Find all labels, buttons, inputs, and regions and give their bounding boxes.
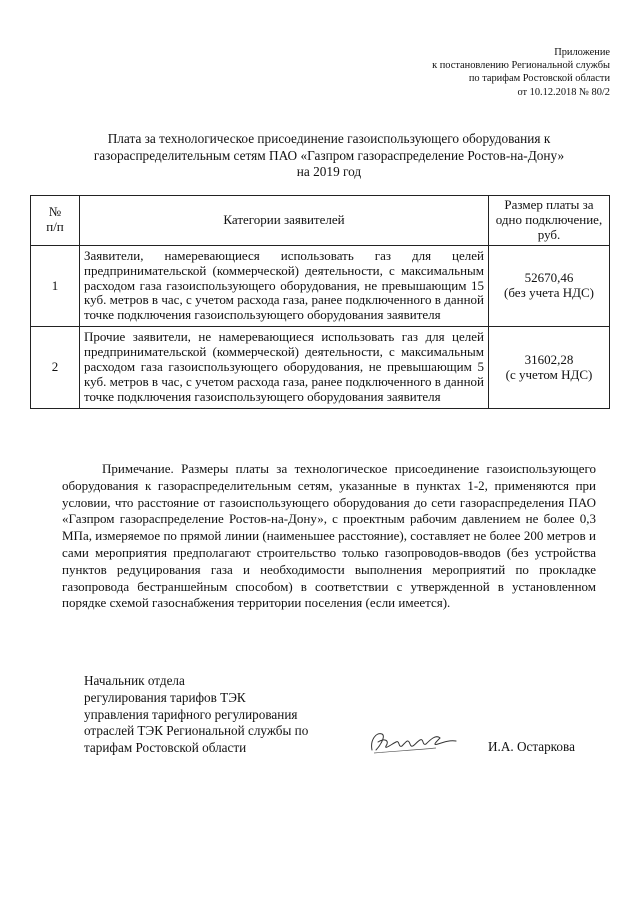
fee-value: 52670,46 (524, 270, 574, 286)
appendix-header (350, 46, 610, 99)
appendix-line: по тарифам Ростовской области (468, 73, 610, 85)
title-line: на 2019 год (296, 164, 362, 179)
appendix-line: от 10.12.2018 № 80/2 (517, 86, 610, 98)
signatory-line: управления тарифного регулирования (84, 706, 298, 722)
row-category: Заявители, намеревающиеся использовать газ для целей предпринимательской (коммерческой) деятельности, с максимальным расходом газа газоиспользующего оборудования, не превышающим 15 куб. метров в час, с учетом расхода газа, ранее подключенного в данной точке подключения газоиспользующего оборудования заявителя (80, 245, 489, 327)
table-header-row (31, 196, 610, 246)
signatory-line: отраслей ТЭК Региональной службы по (84, 723, 309, 739)
signatory-line: Начальник отдела (84, 673, 185, 688)
appendix-line: к постановлению Региональной службы (432, 60, 610, 72)
note-paragraph: Примечание. Размеры платы за технологическое присоединение газоиспользующего оборудования к газораспределительным сетям, указанные в пунктах 1-2, применяются при условии, что расстояние от газоиспользующего оборудования до сети газораспределения ПАО «Газпром газораспределение Ростов-на-Дону», с проектным рабочим давлением не более 0,3 МПа, измеряемое по прямой линии (наименьшее расстояние), составляет не более 200 метров и сами мероприятия предполагают строительство только газопроводов-вводов (без устройства пунктов редуцирования газа и необходимости выполнения мероприятий по прокладке газопровода бестраншейным способом) в соответствии с утвержденной в установленном порядке схемой газоснабжения территории поселения (если имеется). (62, 461, 596, 611)
row-category: Прочие заявители, не намеревающиеся использовать газ для целей предпринимательской (коммерческой) деятельности, с максимальным расходом газа газоиспользующего оборудования, не превышающим 5 куб. метров в час, с учетом расхода газа, ранее подключенного в данной точке подключения газоиспользующего оборудования заявителя (80, 327, 489, 409)
signatory-position (84, 673, 344, 757)
title-line: газораспределительным сетям ПАО «Газпром газораспределение Ростов-на-Дону» (93, 147, 565, 163)
signer-name: И.А. Остаркова (488, 739, 575, 754)
table-row (31, 245, 610, 327)
row-fee (489, 245, 610, 327)
header-category: Категории заявителей (80, 196, 489, 246)
document-title (64, 131, 594, 181)
fee-value: 31602,28 (524, 351, 574, 367)
header-number: № п/п (31, 196, 80, 246)
row-number: 1 (31, 245, 80, 327)
title-line: Плата за технологическое присоединение газоиспользующего оборудования к (107, 131, 551, 146)
appendix-line: Приложение (554, 47, 610, 58)
fee-vat-note: (без учета НДС) (503, 284, 594, 300)
table-row (31, 327, 610, 409)
signatory-line: тарифам Ростовской области (84, 740, 247, 756)
fees-table (30, 195, 610, 409)
header-fee: Размер платы за одно подключение, руб. (489, 196, 610, 246)
row-number: 2 (31, 327, 80, 409)
fee-vat-note: (с учетом НДС) (505, 366, 593, 382)
row-fee (489, 327, 610, 409)
handwritten-signature (366, 720, 458, 760)
signatory-line: регулирования тарифов ТЭК (84, 689, 246, 705)
